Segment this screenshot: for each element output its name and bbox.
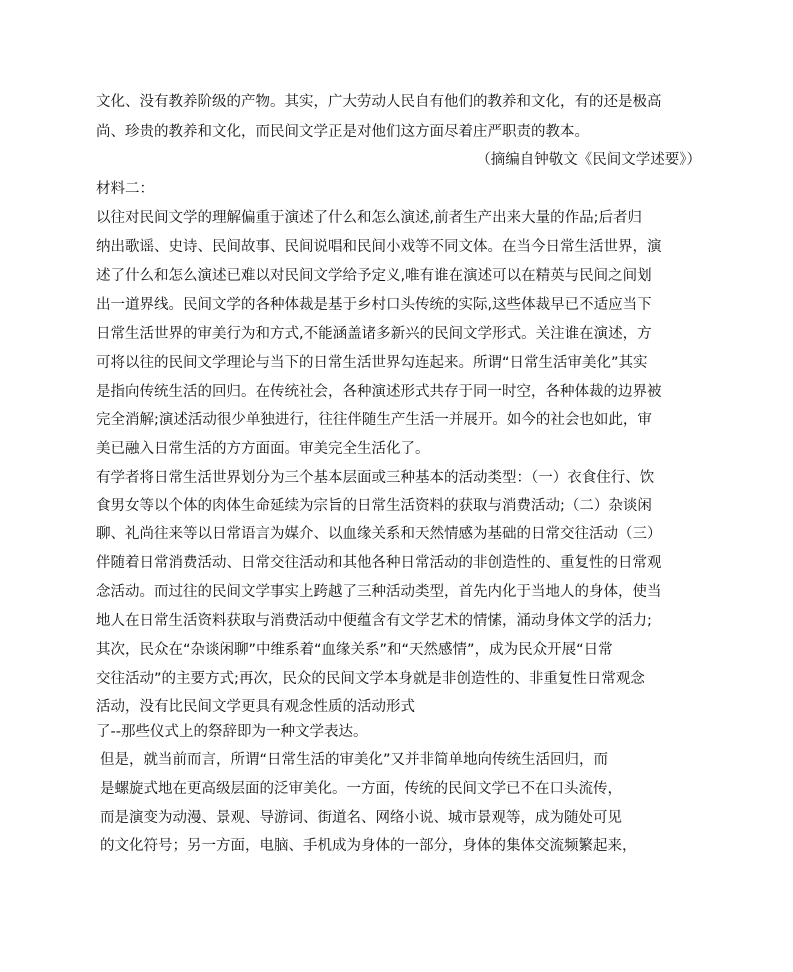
text-line: 日常生活世界的审美行为和方式,不能涵盖诸多新兴的民间文学形式。关注谁在演述，方 xyxy=(96,326,652,342)
text-line: 美已融入日常生活的方方面面。审美完全生活化了。 xyxy=(96,441,430,457)
text-line: 食男女等以个体的肉体生命延续为宗旨的日常生活资料的获取与消费活动;（二）杂谈闲 xyxy=(96,498,652,514)
citation: （摘编自钟敬文《民间文学述要》） xyxy=(476,152,701,168)
text-line: 述了什么和怎么演述已难以对民间文学给予定义,唯有谁在演述可以在精英与民间之间划 xyxy=(96,268,652,284)
text-line: 聊、礼尚往来等以日常语言为媒介、以血缘关系和天然情感为基础的日常交往活动（三） xyxy=(96,526,662,542)
text-line: 是螺旋式地在更高级层面的泛审美化。一方面，传统的民间文学已不在口头流传， xyxy=(100,781,622,797)
text-line: 是指向传统生活的回归。在传统社会，各种演述形式共存于同一时空，各种体裁的边界被 xyxy=(96,384,662,400)
text-line: 尚、珍贵的教养和文化，而民间文学正是对他们这方面尽着庄严职责的教本。 xyxy=(96,124,589,140)
text-line: 文化、没有教养阶级的产物。其实，广大劳动人民自有他们的教养和文化，有的还是极高 xyxy=(96,94,662,110)
text-line: 以往对民间文学的理解偏重于演述了什么和怎么演述,前者生产出来大量的作品;后者归 xyxy=(96,210,642,226)
text-line: 伴随着日常消费活动、日常交往活动和其他各种日常活动的非创造性的、重复性的日常观 xyxy=(96,555,662,571)
text-line: 地人在日常生活资料获取与消费活动中便蕴含有文学艺术的情愫，涌动身体文学的活力; xyxy=(96,613,652,629)
text-line: 的文化符号；另一方面，电脑、手机成为身体的一部分，身体的集体交流频繁起来， xyxy=(100,838,637,854)
text-line: 其次，民众在“杂谈闲聊”中维系着“血缘关系”和“天然感情”，成为民众开展“日常 xyxy=(96,642,613,658)
text-line: 交往活动”的主要方式;再次，民众的民间文学本身就是非创造性的、非重复性日常观念 xyxy=(96,671,645,687)
text-line: 完全消解;演述活动很少单独进行，往往伴随生产生活一并展开。如今的社会也如此，审 xyxy=(96,412,652,428)
text-line: 了--那些仪式上的祭辞即为一种文学表达。 xyxy=(96,724,368,740)
text-line: 念活动。而过往的民间文学事实上跨越了三种活动类型，首先内化于当地人的身体，使当 xyxy=(96,584,662,600)
material-heading: 材料二： xyxy=(96,181,154,197)
text-line: 出一道界线。民间文学的各种体裁是基于乡村口头传统的实际,这些体裁早已不适应当下 xyxy=(96,297,652,313)
text-line: 而是演变为动漫、景观、导游词、街道名、网络小说、城市景观等，成为随处可见 xyxy=(100,810,622,826)
text-line: 有学者将日常生活世界划分为三个基本层面或三种基本的活动类型：（一）衣食住行、饮 xyxy=(96,470,655,486)
text-line: 可将以往的民间文学理论与当下的日常生活世界勾连起来。所谓“日常生活审美化”其实 xyxy=(96,355,648,371)
text-line: 纳出歌谣、史诗、民间故事、民间说唱和民间小戏等不同文体。在当今日常生活世界，演 xyxy=(96,239,662,255)
text-line: 但是，就当前而言，所谓“日常生活的审美化”又并非简单地向传统生活回归，而 xyxy=(100,752,609,768)
text-line: 活动，没有比民间文学更具有观念性质的活动形式 xyxy=(96,699,415,715)
